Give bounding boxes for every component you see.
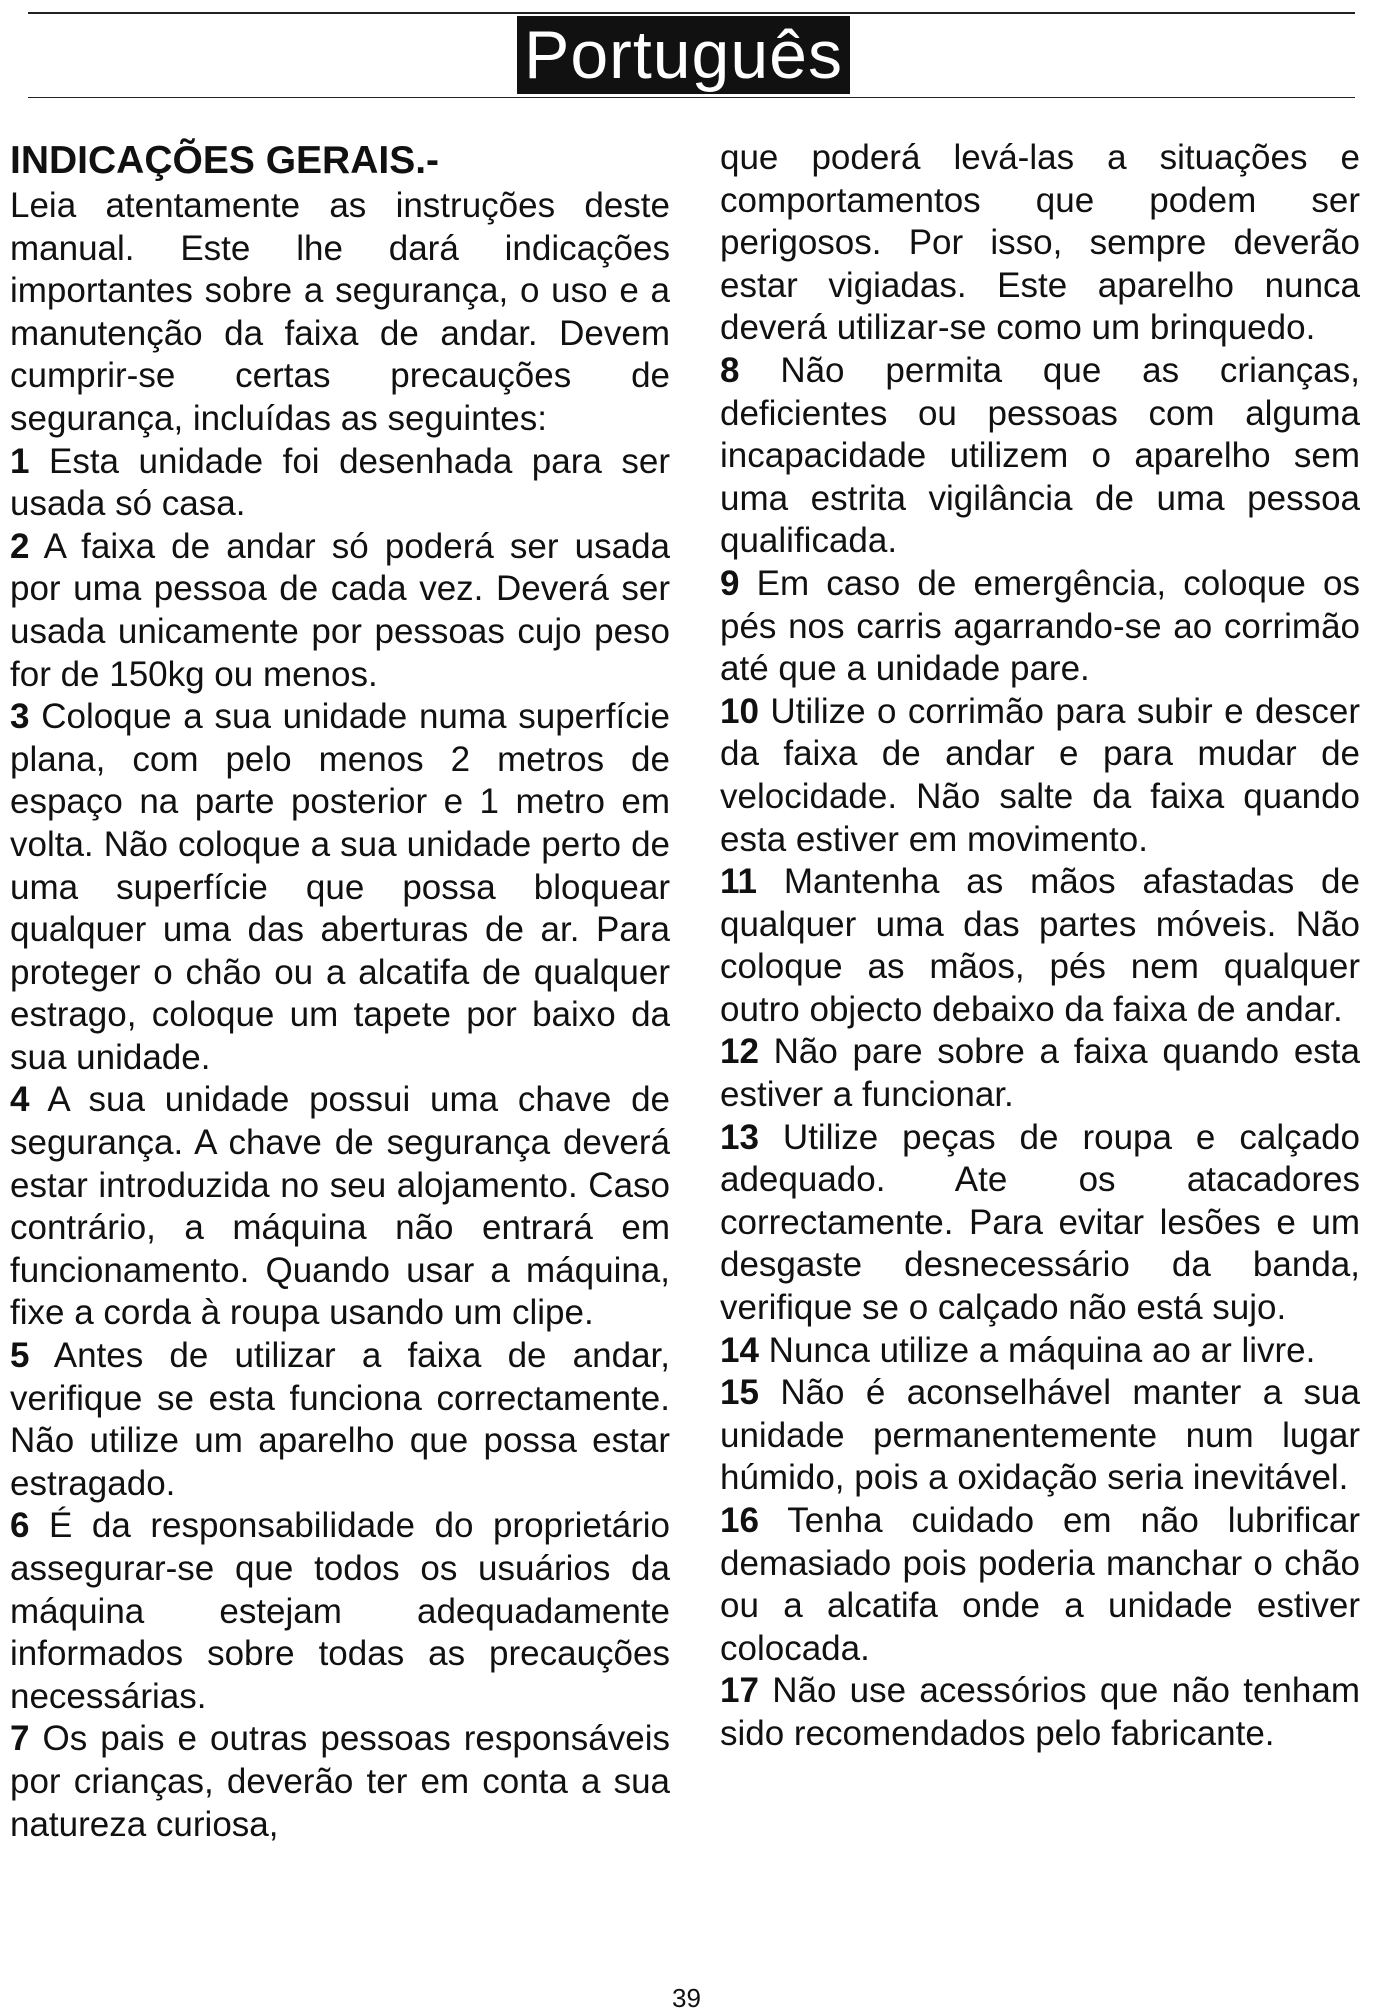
item-text: Não use acessórios que não tenham sido recomendados pelo fabricante. — [720, 1671, 1360, 1753]
item-number: 17 — [720, 1671, 759, 1711]
item-number: 3 — [10, 697, 30, 737]
item-text: Não pare sobre a faixa quando esta estiver a funcionar. — [720, 1032, 1360, 1115]
continuation-paragraph: que poderá levá-las a situações e comportamentos que podem ser perigosos. Por isso, sempre deverão estar vigiadas. Este aparelho nunca deverá utilizar-se como um brinquedo. — [720, 138, 1360, 348]
header-bottom-rule — [28, 97, 1355, 98]
item-number: 11 — [720, 862, 757, 902]
item-number: 2 — [10, 526, 30, 566]
item-text: Esta unidade foi desenhada para ser usada só casa. — [10, 441, 670, 524]
section-heading: INDICAÇÕES GERAIS.- — [10, 139, 440, 182]
item-number: 16 — [720, 1501, 759, 1540]
list-item — [10, 1079, 670, 1335]
item-text: A sua unidade possui uma chave de segurança. A chave de segurança deverá estar introduzida no seu alojamento. Caso contrário, a máquina não entrará em funcionamento. Quando usar a máquina, fixe a corda à roupa usando um clipe. — [10, 1080, 671, 1333]
item-text: Utilize peças de roupa e calçado adequado. Ate os atacadores correctamente. Para evitar lesões e um desgaste desnecessário da banda, verifique se o calçado não está sujo. — [720, 1117, 1361, 1328]
item-number: 15 — [720, 1373, 759, 1413]
right-column — [720, 137, 1360, 1756]
left-column — [10, 137, 670, 1846]
item-number: 13 — [720, 1117, 759, 1157]
item-number: 8 — [720, 350, 740, 390]
list-item — [720, 1670, 1360, 1755]
item-number: 9 — [720, 563, 740, 603]
item-number: 6 — [10, 1506, 30, 1546]
header-top-rule — [28, 12, 1355, 14]
item-text: Os pais e outras pessoas responsáveis por crianças, deverão ter em conta a sua natureza curiosa, — [10, 1719, 670, 1844]
item-text: Tenha cuidado em não lubrificar demasiado pois poderia manchar o chão ou a alcatifa onde a unidade estiver colocada. — [720, 1501, 1361, 1668]
intro-paragraph: Leia atentamente as instruções deste manual. Este lhe dará indicações importantes sobre a segurança, o uso e a manutenção da faixa de andar. Devem cumprir-se certas precauções de segurança, incluídas as seguintes: — [10, 186, 670, 438]
item-text: Antes de utilizar a faixa de andar, verifique se esta funciona correctamente. Não utilize um aparelho que possa estar estragado. — [10, 1336, 670, 1503]
item-number: 1 — [10, 441, 30, 481]
item-text: Em caso de emergência, coloque os pés nos carris agarrando-se ao corrimão até que a unidade pare. — [720, 563, 1360, 689]
list-item — [720, 1330, 1360, 1373]
item-text: Não é aconselhável manter a sua unidade permanentemente num lugar húmido, pois a oxidação seria inevitável. — [720, 1373, 1360, 1498]
item-number: 12 — [720, 1032, 759, 1072]
list-item — [720, 861, 1360, 1031]
list-item — [720, 1372, 1360, 1500]
list-item — [10, 441, 670, 526]
page-number: 39 — [672, 1983, 701, 2013]
item-text: É da responsabilidade do proprietário assegurar-se que todos os usuários da máquina estejam adequadamente informados sobre todas as precauções necessárias. — [10, 1506, 670, 1716]
item-text: Mantenha as mãos afastadas de qualquer uma das partes móveis. Não coloque as mãos, pés nem qualquer outro objecto debaixo da faixa de andar. — [720, 862, 1360, 1029]
list-item — [10, 1505, 670, 1718]
item-text: Nunca utilize a máquina ao ar livre. — [768, 1330, 1316, 1370]
item-text: Não permita que as crianças, deficientes ou pessoas com alguma incapacidade utilizem o aparelho sem uma estrita vigilância de uma pessoa qualificada. — [720, 350, 1360, 561]
list-item — [720, 691, 1360, 861]
list-item — [10, 1335, 670, 1505]
item-text: A faixa de andar só poderá ser usada por uma pessoa de cada vez. Deverá ser usada unicamente por pessoas cujo peso for de 150kg ou menos. — [10, 526, 671, 694]
item-number: 10 — [720, 691, 759, 731]
list-item — [10, 526, 670, 696]
language-badge: Português — [517, 16, 850, 94]
list-item — [10, 696, 670, 1079]
list-item — [720, 350, 1360, 563]
item-text: Utilize o corrimão para subir e descer da faixa de andar e para mudar de velocidade. Não salte da faixa quando esta estiver em movimento. — [720, 691, 1360, 859]
item-text: Coloque a sua unidade numa superfície plana, com pelo menos 2 metros de espaço na parte posterior e 1 metro em volta. Não coloque a sua unidade perto de uma superfície que possa bloquear qualquer uma das aberturas de ar. Para proteger o chão ou a alcatifa de qualquer estrago, coloque um tapete por baixo da sua unidade. — [10, 697, 670, 1077]
list-item — [720, 563, 1360, 691]
item-number: 4 — [10, 1080, 30, 1120]
list-item — [720, 1031, 1360, 1116]
list-item — [10, 1718, 670, 1846]
list-item — [720, 1117, 1360, 1330]
item-number: 7 — [10, 1719, 30, 1759]
list-item — [720, 1500, 1360, 1670]
item-number: 14 — [720, 1330, 759, 1370]
item-number: 5 — [10, 1336, 30, 1376]
